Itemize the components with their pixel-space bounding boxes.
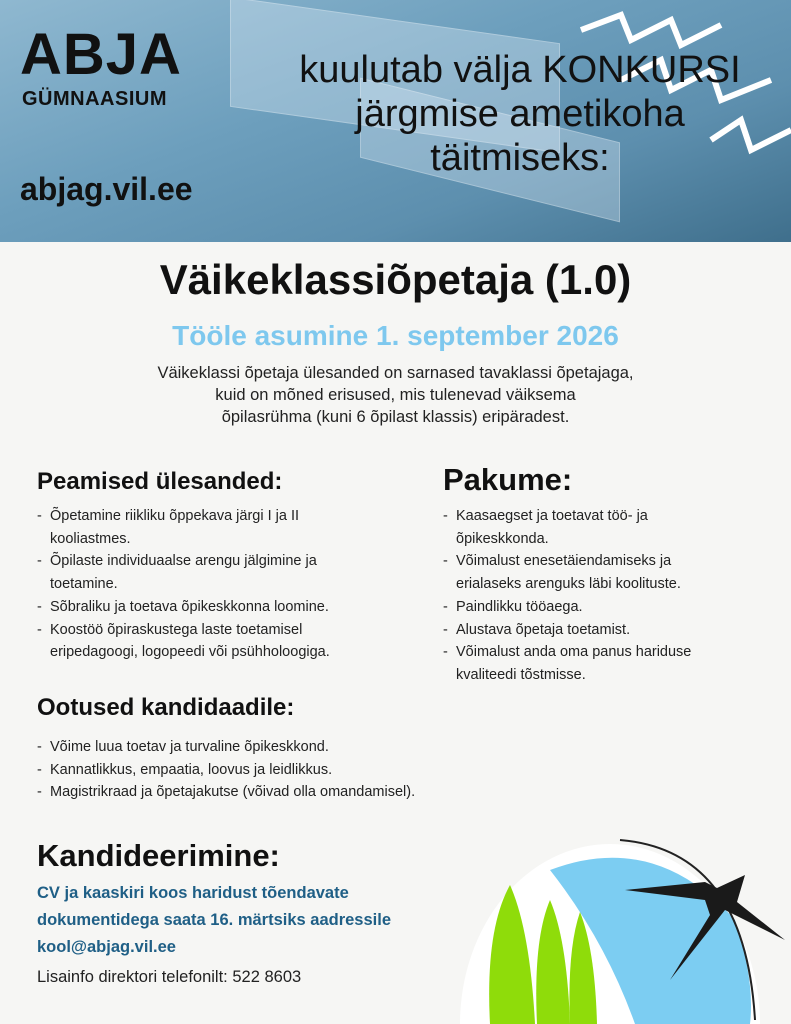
apply-email-link[interactable]: kool@abjag.vil.ee [37,938,176,956]
list-item: - Alustava õpetaja toetamist. [443,619,743,642]
offer-heading: Pakume: [443,462,573,497]
expectations-heading: Ootused kandidaadile: [37,694,295,721]
header-banner [0,0,791,242]
announcement-line: kuulutab välja KONKURSI [299,49,741,91]
tasks-heading: Peamised ülesanded: [37,468,283,495]
list-item: - Õpetamine riikliku õppekava järgi I ja II kooliastmes. [37,505,317,550]
description-line: Väikeklassi õpetaja ülesanded on sarnased tavaklassi õpetajaga, [157,364,634,382]
list-item: - Kaasaegset ja toetavat töö- ja õpikeskkonda. [443,505,683,550]
announcement-line: järgmise ametikoha [355,93,685,135]
list-item: - Võime luua toetav ja turvaline õpikeskkond. [37,736,497,759]
website-link[interactable]: abjag.vil.ee [20,171,193,207]
description-line: õpilasrühma (kuni 6 õpilast klassis) eripäradest. [221,408,570,426]
description-line: kuid on mõned erisused, mis tulenevad väiksema [215,386,576,404]
list-item: - Võimalust enesetäiendamiseks ja erialaseks arenguks läbi koolituste. [443,550,723,595]
logo-abja: ABJA [20,22,182,87]
list-item: - Koostöö õpiraskustega laste toetamisel eripedagoogi, logopeedi või psühholoogiga. [37,619,377,664]
expectations-list [37,736,497,804]
position-description [0,362,791,428]
tasks-list [37,505,387,664]
apply-line: dokumentidega saata 16. märtsiks aadressile [37,911,392,929]
logo-gumnaasium: GÜMNAASIUM [22,88,167,110]
offer-list [443,505,743,687]
school-emblem-icon [455,830,791,1024]
contact-phone: Lisainfo direktori telefonilt: 522 8603 [37,968,302,986]
start-date: Tööle asumine 1. september 2026 [172,320,619,351]
apply-instructions [37,880,391,961]
list-item: - Magistrikraad ja õpetajakutse (võivad olla omandamisel). [37,781,497,804]
apply-heading: Kandideerimine: [37,838,280,873]
announcement-line: täitmiseks: [430,137,610,179]
list-item: - Kannatlikkus, empaatia, loovus ja leidlikkus. [37,759,497,782]
list-item: - Paindlikku tööaega. [443,596,743,619]
list-item: - Õpilaste individuaalse arengu jälgimine ja toetamine. [37,550,347,595]
list-item: - Võimalust anda oma panus hariduse kvaliteedi tõstmisse. [443,641,733,686]
position-title: Väikeklassiõpetaja (1.0) [159,256,632,303]
apply-line: CV ja kaaskiri koos haridust tõendavate [37,884,349,902]
list-item: - Sõbraliku ja toetava õpikeskkonna loomine. [37,596,387,619]
announcement [250,48,790,180]
